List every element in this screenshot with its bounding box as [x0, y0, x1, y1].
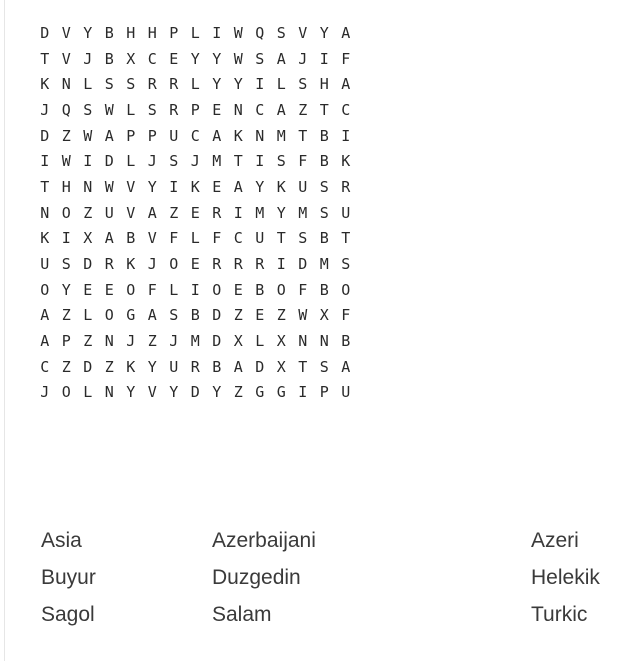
- grid-letter: Z: [83, 203, 93, 222]
- grid-letter: I: [319, 49, 329, 68]
- grid-letter: U: [169, 126, 179, 145]
- grid-letter: Z: [233, 383, 243, 402]
- grid-letter: D: [83, 255, 93, 274]
- word-list-item: Duzgedin: [212, 566, 301, 589]
- grid-letter: Q: [255, 23, 265, 42]
- grid-letter: V: [298, 23, 308, 42]
- grid-letter: D: [40, 23, 50, 42]
- grid-letter: Q: [61, 100, 71, 119]
- grid-letter: R: [169, 75, 179, 94]
- grid-letter: Y: [255, 177, 265, 196]
- grid-letter: K: [126, 357, 136, 376]
- grid-letter: K: [276, 177, 286, 196]
- grid-letter: O: [212, 280, 222, 299]
- grid-letter: U: [298, 177, 308, 196]
- grid-letter: D: [104, 152, 114, 171]
- grid-letter: D: [255, 357, 265, 376]
- grid-letter: F: [341, 49, 351, 68]
- grid-letter: J: [169, 332, 179, 351]
- letter-grid: [34, 20, 357, 405]
- grid-letter: A: [104, 229, 114, 248]
- grid-letter: R: [169, 100, 179, 119]
- grid-letter: U: [104, 203, 114, 222]
- grid-letter: F: [341, 306, 351, 325]
- grid-letter: I: [233, 203, 243, 222]
- grid-letter: R: [147, 75, 157, 94]
- grid-letter: M: [212, 152, 222, 171]
- grid-letter: L: [276, 75, 286, 94]
- grid-letter: Y: [147, 357, 157, 376]
- grid-letter: V: [147, 229, 157, 248]
- grid-letter: A: [104, 126, 114, 145]
- grid-letter: G: [255, 383, 265, 402]
- grid-letter: A: [40, 306, 50, 325]
- grid-letter: N: [298, 332, 308, 351]
- grid-letter: Z: [83, 332, 93, 351]
- grid-letter: P: [169, 23, 179, 42]
- grid-letter: I: [276, 255, 286, 274]
- grid-letter: O: [276, 280, 286, 299]
- grid-letter: Z: [169, 203, 179, 222]
- grid-letter: W: [233, 23, 243, 42]
- word-list-item: Azerbaijani: [212, 529, 316, 552]
- grid-letter: S: [61, 255, 71, 274]
- grid-letter: Y: [169, 383, 179, 402]
- grid-letter: T: [341, 229, 351, 248]
- grid-letter: Y: [190, 49, 200, 68]
- grid-letter: P: [190, 100, 200, 119]
- grid-letter: J: [147, 152, 157, 171]
- grid-letter: J: [298, 49, 308, 68]
- grid-letter: L: [169, 280, 179, 299]
- grid-letter: Z: [233, 306, 243, 325]
- grid-letter: O: [126, 280, 136, 299]
- grid-letter: L: [83, 306, 93, 325]
- grid-letter: Z: [104, 357, 114, 376]
- grid-letter: M: [298, 203, 308, 222]
- grid-letter: L: [190, 229, 200, 248]
- grid-letter: R: [104, 255, 114, 274]
- grid-letter: R: [233, 255, 243, 274]
- grid-letter: Y: [212, 75, 222, 94]
- grid-letter: Y: [83, 23, 93, 42]
- grid-letter: M: [255, 203, 265, 222]
- grid-letter: T: [40, 177, 50, 196]
- grid-letter: S: [298, 229, 308, 248]
- grid-letter: E: [83, 280, 93, 299]
- grid-letter: N: [40, 203, 50, 222]
- grid-letter: W: [104, 100, 114, 119]
- word-list-item: Azeri: [531, 529, 579, 552]
- grid-letter: R: [341, 177, 351, 196]
- grid-letter: J: [40, 383, 50, 402]
- grid-letter: A: [276, 100, 286, 119]
- grid-letter: E: [190, 203, 200, 222]
- grid-letter: Y: [319, 23, 329, 42]
- grid-letter: N: [233, 100, 243, 119]
- grid-letter: V: [61, 49, 71, 68]
- grid-letter: C: [190, 126, 200, 145]
- grid-letter: H: [61, 177, 71, 196]
- grid-letter: F: [147, 280, 157, 299]
- grid-letter: U: [40, 255, 50, 274]
- grid-letter: C: [40, 357, 50, 376]
- grid-letter: J: [147, 255, 157, 274]
- grid-letter: S: [319, 357, 329, 376]
- grid-letter: X: [126, 49, 136, 68]
- grid-letter: P: [147, 126, 157, 145]
- grid-letter: S: [169, 152, 179, 171]
- grid-letter: B: [255, 280, 265, 299]
- grid-letter: W: [233, 49, 243, 68]
- grid-letter: I: [169, 177, 179, 196]
- grid-letter: L: [126, 152, 136, 171]
- grid-letter: O: [341, 280, 351, 299]
- grid-letter: O: [61, 383, 71, 402]
- grid-letter: G: [126, 306, 136, 325]
- word-list-item: Asia: [41, 529, 82, 552]
- grid-letter: K: [190, 177, 200, 196]
- grid-letter: I: [255, 75, 265, 94]
- grid-letter: T: [298, 357, 308, 376]
- grid-letter: O: [104, 306, 114, 325]
- grid-letter: T: [233, 152, 243, 171]
- grid-letter: L: [190, 75, 200, 94]
- grid-letter: X: [319, 306, 329, 325]
- grid-letter: T: [298, 126, 308, 145]
- grid-letter: X: [276, 332, 286, 351]
- grid-letter: Y: [212, 383, 222, 402]
- grid-letter: E: [212, 100, 222, 119]
- grid-letter: Z: [61, 126, 71, 145]
- grid-letter: I: [61, 229, 71, 248]
- grid-letter: T: [319, 100, 329, 119]
- grid-letter: N: [83, 177, 93, 196]
- grid-letter: K: [40, 229, 50, 248]
- grid-letter: Z: [147, 332, 157, 351]
- grid-letter: J: [126, 332, 136, 351]
- grid-letter: D: [40, 126, 50, 145]
- grid-letter: E: [233, 280, 243, 299]
- grid-letter: M: [276, 126, 286, 145]
- grid-letter: N: [319, 332, 329, 351]
- grid-letter: K: [40, 75, 50, 94]
- word-list-item: Buyur: [41, 566, 96, 589]
- grid-letter: W: [61, 152, 71, 171]
- grid-letter: S: [255, 49, 265, 68]
- grid-letter: N: [61, 75, 71, 94]
- grid-letter: K: [341, 152, 351, 171]
- grid-letter: B: [319, 280, 329, 299]
- grid-letter: A: [212, 126, 222, 145]
- grid-letter: S: [126, 75, 136, 94]
- grid-letter: S: [319, 203, 329, 222]
- grid-letter: E: [169, 49, 179, 68]
- grid-letter: S: [83, 100, 93, 119]
- grid-letter: A: [341, 357, 351, 376]
- grid-letter: F: [298, 280, 308, 299]
- grid-letter: I: [190, 280, 200, 299]
- grid-letter: F: [298, 152, 308, 171]
- grid-letter: S: [169, 306, 179, 325]
- grid-letter: W: [298, 306, 308, 325]
- grid-letter: C: [233, 229, 243, 248]
- grid-letter: P: [61, 332, 71, 351]
- grid-letter: J: [83, 49, 93, 68]
- grid-letter: D: [212, 306, 222, 325]
- grid-letter: R: [212, 203, 222, 222]
- grid-letter: B: [319, 229, 329, 248]
- grid-letter: A: [276, 49, 286, 68]
- grid-letter: F: [169, 229, 179, 248]
- word-list-item: Salam: [212, 603, 272, 626]
- grid-letter: U: [169, 357, 179, 376]
- grid-letter: R: [255, 255, 265, 274]
- word-list-item: Turkic: [531, 603, 588, 626]
- grid-letter: Y: [126, 383, 136, 402]
- grid-letter: N: [104, 383, 114, 402]
- grid-letter: R: [190, 357, 200, 376]
- grid-letter: I: [83, 152, 93, 171]
- grid-letter: B: [104, 49, 114, 68]
- grid-letter: L: [255, 332, 265, 351]
- grid-letter: S: [341, 255, 351, 274]
- grid-letter: J: [190, 152, 200, 171]
- grid-letter: I: [298, 383, 308, 402]
- grid-letter: N: [255, 126, 265, 145]
- grid-letter: M: [319, 255, 329, 274]
- grid-letter: L: [83, 75, 93, 94]
- grid-letter: Z: [298, 100, 308, 119]
- grid-letter: X: [233, 332, 243, 351]
- grid-letter: T: [40, 49, 50, 68]
- grid-letter: H: [319, 75, 329, 94]
- grid-letter: O: [40, 280, 50, 299]
- grid-letter: K: [126, 255, 136, 274]
- page-left-border: [4, 0, 5, 661]
- grid-letter: E: [104, 280, 114, 299]
- grid-letter: B: [319, 126, 329, 145]
- grid-letter: I: [40, 152, 50, 171]
- grid-letter: F: [212, 229, 222, 248]
- word-list-item: Helekik: [531, 566, 600, 589]
- grid-letter: D: [298, 255, 308, 274]
- grid-letter: B: [319, 152, 329, 171]
- grid-letter: B: [341, 332, 351, 351]
- grid-letter: I: [255, 152, 265, 171]
- grid-letter: A: [341, 23, 351, 42]
- grid-letter: S: [319, 177, 329, 196]
- grid-letter: C: [341, 100, 351, 119]
- grid-letter: X: [83, 229, 93, 248]
- grid-letter: P: [319, 383, 329, 402]
- grid-letter: A: [233, 177, 243, 196]
- grid-letter: H: [126, 23, 136, 42]
- grid-letter: Y: [61, 280, 71, 299]
- grid-letter: T: [276, 229, 286, 248]
- grid-letter: V: [126, 203, 136, 222]
- grid-letter: O: [169, 255, 179, 274]
- grid-letter: S: [276, 23, 286, 42]
- word-list-item: Sagol: [41, 603, 95, 626]
- grid-letter: L: [190, 23, 200, 42]
- grid-letter: R: [212, 255, 222, 274]
- grid-letter: J: [40, 100, 50, 119]
- grid-letter: G: [276, 383, 286, 402]
- grid-letter: E: [212, 177, 222, 196]
- grid-letter: P: [126, 126, 136, 145]
- grid-letter: V: [147, 383, 157, 402]
- grid-letter: U: [255, 229, 265, 248]
- grid-letter: W: [104, 177, 114, 196]
- grid-letter: A: [341, 75, 351, 94]
- grid-letter: V: [61, 23, 71, 42]
- grid-letter: B: [126, 229, 136, 248]
- grid-letter: D: [83, 357, 93, 376]
- grid-letter: M: [190, 332, 200, 351]
- grid-letter: Y: [276, 203, 286, 222]
- grid-letter: S: [147, 100, 157, 119]
- grid-letter: Y: [147, 177, 157, 196]
- grid-letter: Z: [61, 306, 71, 325]
- grid-letter: L: [83, 383, 93, 402]
- grid-letter: O: [61, 203, 71, 222]
- grid-letter: Z: [61, 357, 71, 376]
- grid-letter: B: [212, 357, 222, 376]
- grid-letter: C: [255, 100, 265, 119]
- grid-letter: Z: [276, 306, 286, 325]
- grid-letter: U: [341, 203, 351, 222]
- grid-letter: S: [104, 75, 114, 94]
- grid-letter: X: [276, 357, 286, 376]
- grid-letter: A: [233, 357, 243, 376]
- grid-letter: Y: [212, 49, 222, 68]
- grid-letter: V: [126, 177, 136, 196]
- grid-letter: A: [40, 332, 50, 351]
- grid-letter: B: [190, 306, 200, 325]
- grid-letter: U: [341, 383, 351, 402]
- grid-letter: N: [104, 332, 114, 351]
- grid-letter: B: [104, 23, 114, 42]
- grid-letter: C: [147, 49, 157, 68]
- grid-letter: I: [212, 23, 222, 42]
- grid-letter: D: [212, 332, 222, 351]
- grid-letter: A: [147, 306, 157, 325]
- grid-letter: K: [233, 126, 243, 145]
- grid-letter: A: [147, 203, 157, 222]
- grid-letter: S: [298, 75, 308, 94]
- grid-letter: E: [255, 306, 265, 325]
- grid-letter: W: [83, 126, 93, 145]
- grid-letter: H: [147, 23, 157, 42]
- grid-letter: Y: [233, 75, 243, 94]
- grid-letter: D: [190, 383, 200, 402]
- grid-letter: I: [341, 126, 351, 145]
- grid-letter: L: [126, 100, 136, 119]
- grid-letter: E: [190, 255, 200, 274]
- grid-letter: S: [276, 152, 286, 171]
